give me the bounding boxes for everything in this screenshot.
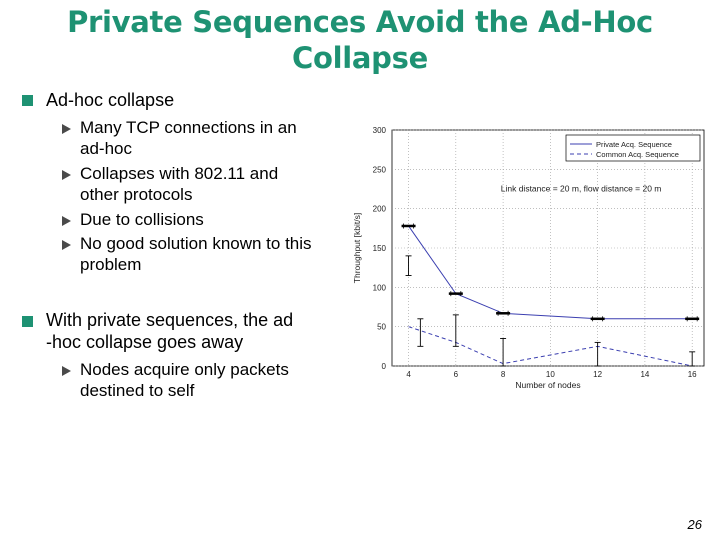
x-tick-label: 8 bbox=[500, 370, 506, 379]
y-tick-label: 100 bbox=[372, 283, 386, 293]
chart-annotation: Link distance = 20 m, flow distance = 20 m bbox=[500, 183, 662, 194]
sub-bullet-arrow-icon bbox=[62, 170, 71, 180]
bullet-private-sequences: With private sequences, the ad -hoc collapse goes away bbox=[46, 310, 294, 352]
y-tick-label: 300 bbox=[372, 126, 386, 135]
slide-title-line2: Collapse bbox=[292, 41, 428, 75]
y-axis-label: Throughput [kbit/s] bbox=[352, 212, 362, 284]
x-tick-label: 10 bbox=[545, 370, 555, 379]
x-axis-label: Number of nodes bbox=[515, 380, 581, 390]
throughput-chart bbox=[348, 124, 710, 394]
sub-bullet-arrow-icon bbox=[62, 240, 71, 250]
y-tick-label: 250 bbox=[372, 165, 386, 175]
sub-bullet-arrow-icon bbox=[62, 124, 71, 134]
sub-bullet-arrow-icon bbox=[62, 216, 71, 226]
sub-bullet-2: Collapses with 802.11 and other protocols bbox=[80, 164, 279, 204]
x-tick-label: 12 bbox=[593, 370, 603, 379]
legend-label-0: Private Acq. Sequence bbox=[596, 140, 672, 149]
x-tick-label: 6 bbox=[453, 370, 459, 379]
sub-bullet-4: No good solution known to this problem bbox=[80, 234, 312, 274]
bullet-square-icon bbox=[22, 95, 33, 106]
x-tick-label: 14 bbox=[640, 370, 650, 379]
sub-bullet-arrow-icon bbox=[62, 366, 71, 376]
y-tick-label: 150 bbox=[372, 244, 386, 253]
x-tick-label: 16 bbox=[687, 370, 697, 379]
sub-bullet-1: Many TCP connections in an ad-hoc bbox=[80, 118, 297, 158]
sub-bullet-5: Nodes acquire only packets destined to self bbox=[80, 360, 289, 400]
legend-label-1: Common Acq. Sequence bbox=[596, 150, 679, 159]
chart-svg bbox=[348, 124, 710, 394]
bullet-ad-hoc-collapse: Ad-hoc collapse bbox=[46, 90, 175, 110]
sub-bullet-3: Due to collisions bbox=[80, 210, 204, 229]
bullet-square-icon bbox=[22, 316, 33, 327]
slide-title bbox=[40, 4, 680, 76]
page-number: 26 bbox=[687, 517, 702, 532]
x-tick-label: 4 bbox=[406, 370, 411, 379]
slide-title-line1: Private Sequences Avoid the Ad-Hoc bbox=[67, 5, 653, 39]
y-tick-label: 50 bbox=[377, 322, 386, 332]
y-tick-label: 200 bbox=[372, 204, 386, 214]
y-tick-label: 0 bbox=[381, 362, 386, 371]
